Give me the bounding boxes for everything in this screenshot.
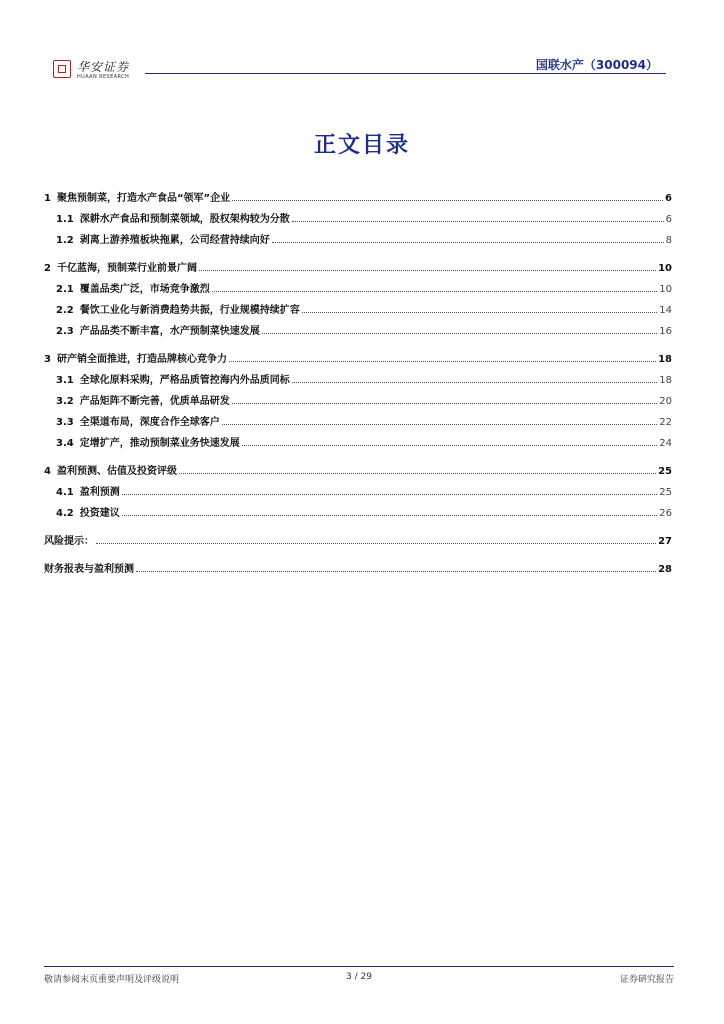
page-header — [50, 56, 666, 88]
footer-divider — [44, 966, 674, 967]
toc-entry-number: 4.1 — [56, 487, 74, 498]
toc-entry-text: 风险提示： — [44, 536, 94, 547]
toc-entry-text: 全渠道布局，深度合作全球客户 — [79, 417, 220, 428]
toc-entry-text: 千亿蓝海，预制菜行业前景广阔 — [56, 263, 197, 274]
toc-entry-text: 深耕水产食品和预制菜领域，股权架构较为分散 — [79, 214, 290, 225]
toc-subsection-entry[interactable] — [44, 210, 672, 231]
toc-entry-number: 1.1 — [56, 214, 74, 225]
toc-dot-leader — [179, 473, 656, 474]
toc-section-entry[interactable] — [44, 189, 672, 210]
toc-entry-page: 6 — [665, 214, 672, 225]
seal-icon — [53, 60, 71, 78]
toc-entry-page: 20 — [659, 396, 672, 407]
toc-entry-page: 27 — [658, 536, 672, 547]
toc-dot-leader — [272, 242, 664, 243]
toc-entry-page: 10 — [658, 263, 672, 274]
toc-subsection-entry[interactable] — [44, 322, 672, 343]
toc-entry-page: 26 — [659, 508, 672, 519]
toc-entry-page: 28 — [658, 564, 672, 575]
header-divider — [145, 73, 666, 74]
toc-dot-leader — [242, 445, 658, 446]
toc-entry-text: 定增扩产，推动预制菜业务快速发展 — [79, 438, 240, 449]
toc-entry-text: 剥离上游养殖板块拖累，公司经营持续向好 — [79, 235, 270, 246]
toc-entry-number: 4.2 — [56, 508, 74, 519]
toc-dot-leader — [232, 200, 663, 201]
toc-entry-text: 盈利预测 — [79, 487, 120, 498]
table-of-contents — [44, 189, 672, 581]
toc-entry-number: 3.2 — [56, 396, 74, 407]
toc-entry-text: 财务报表与盈利预测 — [44, 564, 134, 575]
toc-dot-leader — [96, 543, 656, 544]
toc-entry-number: 1.2 — [56, 235, 74, 246]
toc-entry-page: 18 — [659, 375, 672, 386]
footer-disclaimer: 敬请参阅末页重要声明及评级说明 — [44, 975, 180, 985]
toc-entry-text: 投资建议 — [79, 508, 120, 519]
report-stock-code: 国联水产（300094） — [535, 58, 658, 72]
toc-entry-text: 产品品类不断丰富，水产预制菜快速发展 — [79, 326, 260, 337]
toc-entry-number: 1 — [44, 193, 51, 204]
page-footer — [44, 966, 674, 990]
toc-entry-page: 8 — [665, 235, 672, 246]
toc-subsection-entry[interactable] — [44, 434, 672, 455]
toc-entry-page: 10 — [659, 284, 672, 295]
toc-dot-leader — [292, 221, 664, 222]
toc-dot-leader — [122, 494, 658, 495]
toc-section-entry[interactable] — [44, 532, 672, 553]
toc-dot-leader — [302, 312, 658, 313]
toc-section-entry[interactable] — [44, 350, 672, 371]
toc-entry-text: 盈利预测、估值及投资评级 — [56, 466, 177, 477]
toc-dot-leader — [199, 270, 656, 271]
toc-subsection-entry[interactable] — [44, 301, 672, 322]
toc-entry-number: 4 — [44, 466, 51, 477]
logo-chinese-name: 华安证券 — [77, 60, 130, 74]
toc-subsection-entry[interactable] — [44, 371, 672, 392]
toc-subsection-entry[interactable] — [44, 280, 672, 301]
toc-dot-leader — [136, 571, 656, 572]
toc-dot-leader — [212, 291, 658, 292]
company-logo — [53, 60, 129, 81]
toc-entry-text: 聚焦预制菜，打造水产食品“领军”企业 — [56, 193, 231, 204]
toc-subsection-entry[interactable] — [44, 231, 672, 252]
toc-dot-leader — [122, 515, 658, 516]
toc-dot-leader — [292, 382, 658, 383]
toc-entry-page: 25 — [659, 487, 672, 498]
toc-entry-page: 24 — [659, 438, 672, 449]
toc-entry-number: 3.1 — [56, 375, 74, 386]
toc-title: 正文目录 — [313, 133, 410, 158]
toc-entry-text: 研产销全面推进，打造品牌核心竞争力 — [56, 354, 227, 365]
toc-entry-page: 25 — [658, 466, 672, 477]
toc-entry-number: 2.1 — [56, 284, 74, 295]
toc-dot-leader — [229, 361, 656, 362]
toc-section-entry[interactable] — [44, 259, 672, 280]
toc-section-entry[interactable] — [44, 462, 672, 483]
toc-entry-text: 全球化原料采购，严格品质管控海内外品质同标 — [79, 375, 290, 386]
toc-entry-text: 覆盖品类广泛，市场竞争激烈 — [79, 284, 210, 295]
toc-section-entry[interactable] — [44, 560, 672, 581]
toc-entry-text: 产品矩阵不断完善，优质单品研发 — [79, 396, 230, 407]
toc-subsection-entry[interactable] — [44, 413, 672, 434]
toc-subsection-entry[interactable] — [44, 504, 672, 525]
toc-entry-number: 3.4 — [56, 438, 74, 449]
toc-entry-number: 3 — [44, 354, 51, 365]
toc-entry-number: 2 — [44, 263, 51, 274]
toc-entry-page: 16 — [659, 326, 672, 337]
toc-entry-page: 22 — [659, 417, 672, 428]
toc-entry-number: 2.2 — [56, 305, 74, 316]
toc-entry-text: 餐饮工业化与新消费趋势共振，行业规模持续扩容 — [79, 305, 300, 316]
toc-dot-leader — [222, 424, 658, 425]
page-number: 3 / 29 — [346, 972, 372, 982]
toc-subsection-entry[interactable] — [44, 392, 672, 413]
logo-english-name: HUAAN RESEARCH — [77, 74, 130, 80]
toc-dot-leader — [262, 333, 658, 334]
toc-entry-number: 3.3 — [56, 417, 74, 428]
toc-entry-number: 2.3 — [56, 326, 74, 337]
toc-subsection-entry[interactable] — [44, 483, 672, 504]
footer-report-type: 证券研究报告 — [619, 975, 674, 985]
toc-entry-page: 18 — [658, 354, 672, 365]
toc-dot-leader — [232, 403, 658, 404]
toc-entry-page: 6 — [665, 193, 672, 204]
toc-entry-page: 14 — [659, 305, 672, 316]
